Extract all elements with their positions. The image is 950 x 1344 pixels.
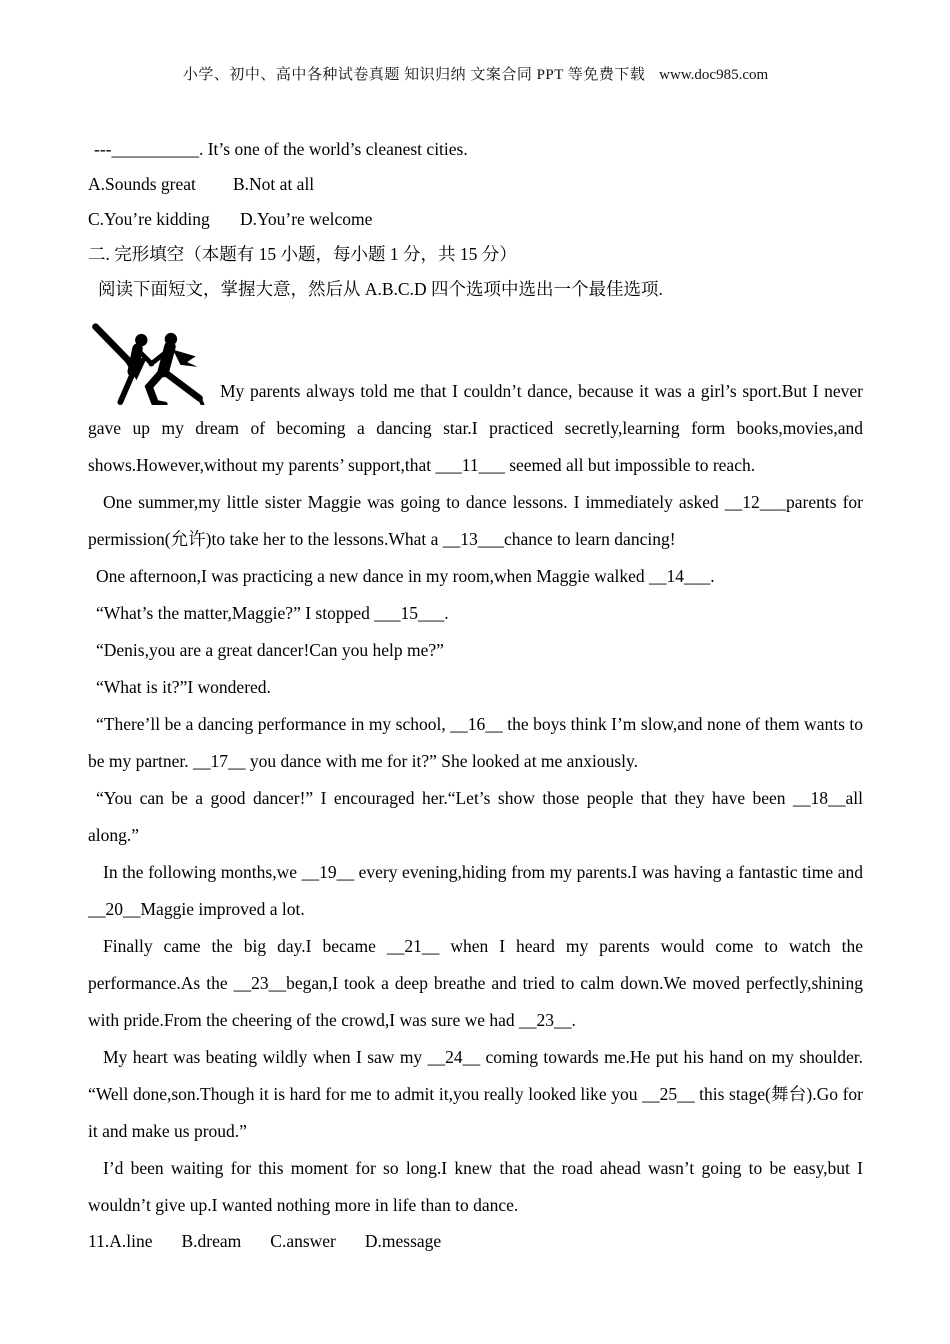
passage-paragraph: My heart was beating wildly when I saw my __24__ coming towards me.He put his hand on my shoulder. “Well done,son.Though it is hard for me to admit it,you really looked like you __25__ this stage(舞台).Go for it and make us proud.” (88, 1047, 863, 1141)
question-11-option-d: D.message (364, 1231, 442, 1251)
header-text: 小学、初中、高中各种试卷真题 知识归纳 文案合同 PPT 等免费下载 (182, 67, 646, 83)
cloze-passage (88, 321, 863, 1224)
header-url: www.doc985.com (659, 67, 769, 83)
option-d: D.You’re welcome (240, 209, 373, 229)
question-10-stem: ---__________. It’s one of the world’s cleanest cities. (94, 139, 468, 159)
question-11-option-c: C.answer (270, 1231, 336, 1251)
site-header (88, 64, 863, 86)
passage-paragraph: One afternoon,I was practicing a new dance in my room,when Maggie walked __14___. (96, 566, 715, 586)
question-11-options-row (88, 1224, 863, 1259)
question-10-block (88, 132, 863, 237)
dancing-couple-image (88, 321, 208, 405)
option-a: A.Sounds great (88, 174, 196, 194)
passage-paragraph: “You can be a good dancer!” I encouraged her.“Let’s show those people that they have been __18__all along.” (88, 788, 863, 845)
question-10-options-row-1 (88, 167, 863, 202)
passage-paragraph: In the following months,we __19__ every evening,hiding from my parents.I was having a fantastic time and __20__Maggie improved a lot. (88, 862, 863, 919)
cloze-section (88, 237, 863, 307)
question-11-option-b: B.dream (181, 1231, 242, 1251)
question-10-options-row-2 (88, 202, 863, 237)
question-11-number-and-option-a: 11.A.line (88, 1231, 153, 1251)
option-c: C.You’re kidding (88, 209, 210, 229)
option-b: B.Not at all (233, 174, 315, 194)
passage-paragraph: “There’ll be a dancing performance in my school, __16__ the boys think I’m slow,and none of them wants to be my partner. __17__ you dance with me for it?” She looked at me anxiously. (88, 714, 863, 771)
section-heading: 二. 完形填空（本题有 15 小题，每小题 1 分，共 15 分） (88, 244, 517, 264)
passage-paragraph: I’d been waiting for this moment for so long.I knew that the road ahead wasn’t going to be easy,but I wouldn’t give up.I wanted nothing more in life than to dance. (88, 1158, 863, 1215)
passage-paragraph: “What’s the matter,Maggie?” I stopped ___15___. (96, 603, 449, 623)
passage-paragraph: One summer,my little sister Maggie was going to dance lessons. I immediately asked __12___parents for permission(允许)to take her to the lessons.What a __13___chance to learn dancing! (88, 492, 863, 549)
passage-paragraph: Finally came the big day.I became __21__ when I heard my parents would come to watch the performance.As the __23__began,I took a deep breathe and tried to calm down.We moved perfectly,shining with pride.From the cheering of the crowd,I was sure we had __23__. (88, 936, 863, 1030)
passage-paragraph: “What is it?”I wondered. (96, 677, 271, 697)
passage-text-1: My parents always told me that I couldn’t dance, because it was a girl’s sport.But I never gave up my dream of becoming a dancing star.I practiced secretly,learning form books,movies,and shows.However,without my parents’ support,that ___11___ seemed all but impossible to reach. (88, 381, 863, 475)
passage-paragraph: “Denis,you are a great dancer!Can you help me?” (96, 640, 444, 660)
section-instruction: 阅读下面短文，掌握大意，然后从 A.B.C.D 四个选项中选出一个最佳选项. (98, 279, 663, 299)
passage-paragraph (88, 321, 863, 484)
